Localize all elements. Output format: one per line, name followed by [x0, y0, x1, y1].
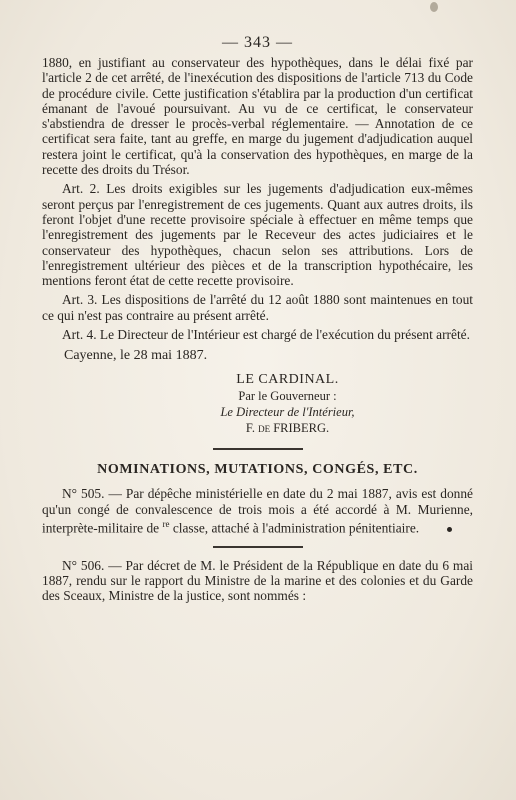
notice-505 [42, 486, 473, 535]
signatory-name: LE CARDINAL. [236, 372, 339, 388]
notice-506: N° 506. — Par décret de M. le Président de la République en date du 6 mai 1887, rendu sur le rapport du Ministre de la marine et des colonies et du Garde des Sceaux, Ministre de la justice, sont nommés : [42, 557, 473, 604]
director-surname: FRIBERG. [273, 421, 330, 436]
section-title: NOMINATIONS, MUTATIONS, CONGÉS, ETC. [97, 462, 418, 478]
article-3: Art. 3. Les dispositions de l'arrêté du 12 août 1880 sont maintenues en tout ce qui n'est pas contraire au présent arrêté. [42, 292, 473, 323]
article-2: Art. 2. Les droits exigibles sur les jugements d'adjudication eux-mêmes seront perçus par l'enregistrement de ces jugements. Quant aux autres droits, ils feront l'objet d'une recette provisoire spéciale à effectuer en même temps que l'enregistrement des jugements par le Receveur des actes judiciaires et le conservateur des hypothèques, chacun selon ses attributions. Lors de l'enregistrement ultérieur des pièces et de la transcription hypothécaire, les mentions feront état de cette recette provisoire. [42, 181, 473, 289]
paragraph-continuation: 1880, en justifiant au conservateur des hypothèques, dans le délai fixé par l'article 2 de cet arrêté, de l'inexécution des dispositions de l'article 713 du Code de procédure civile. Cette justification s'établira par la production d'un certificat émanant de l'avoué poursuivant. Au vu de ce certificat, le conservateur s'abstiendra de dresser le procès-verbal réglementaire. — Annotation de ce certificat sera faite, tant au greffe, en marge du jugement d'adjudication auquel restera joint le certificat, qu'à la conservation des hypothèques, en marge de la recette des droits du Trésor. [42, 55, 473, 178]
notice-505-superscript: re [162, 518, 170, 529]
signature-by-line: Par le Gouverneur : [238, 389, 337, 404]
article-4: Art. 4. Le Directeur de l'Intérieur est chargé de l'exécution du présent arrêté. [62, 327, 470, 343]
ink-stain [430, 2, 438, 12]
notice-505-text: N° 505. — Par dépêche ministérielle en date du 2 mai 1887, avis est donné qu'un congé de convalescence de trois mois a été accordé à M. Murienne, interprète-militaire de [42, 486, 473, 536]
notice-505-tail: classe, attaché à l'administration pénitentiaire. [169, 520, 420, 536]
page-number: — 343 — [222, 34, 293, 51]
page-content [42, 34, 473, 604]
place-date: Cayenne, le 28 mai 1887. [64, 348, 208, 364]
notice-divider [213, 546, 303, 548]
director-particle: de [258, 421, 271, 436]
ink-dot [447, 527, 452, 532]
signature-block [102, 372, 473, 436]
director-name [102, 420, 473, 436]
signature-title: Le Directeur de l'Intérieur, [220, 405, 355, 420]
section-divider [213, 448, 303, 450]
director-initial: F. [245, 421, 255, 436]
